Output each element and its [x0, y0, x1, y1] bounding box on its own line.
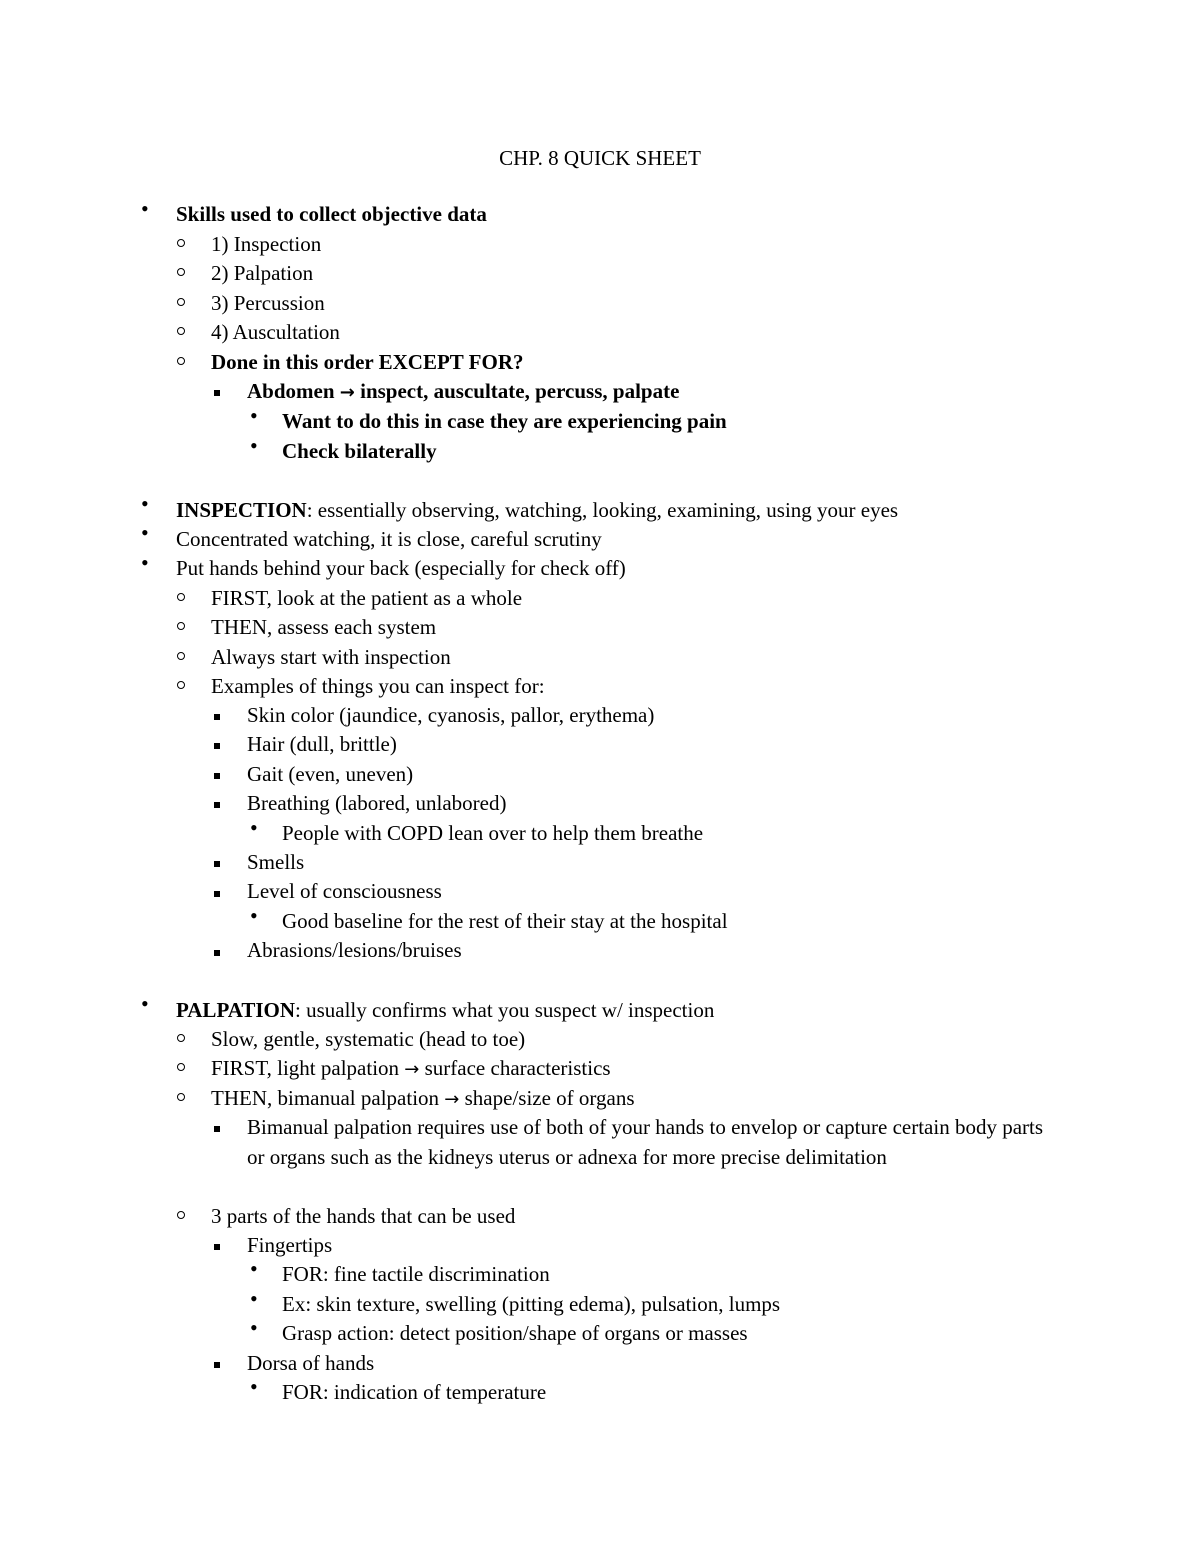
- list-item: Done in this order EXCEPT FOR?: [211, 350, 524, 374]
- list-item: Abrasions/lesions/bruises: [247, 938, 462, 962]
- list-item: FOR: fine tactile discrimination: [282, 1262, 550, 1286]
- bullet-square: [214, 802, 220, 808]
- list-item: THEN, assess each system: [211, 615, 437, 639]
- bullet-square: [214, 950, 220, 956]
- list-item: Want to do this in case they are experiencing pain: [282, 409, 727, 433]
- abdomen-order: inspect, auscultate, percuss, palpate: [360, 379, 680, 403]
- abdomen-label: Abdomen: [247, 379, 335, 403]
- bullet-square: [214, 891, 220, 897]
- bullet-disc: •: [250, 1256, 258, 1281]
- bullet-circle: [177, 1211, 185, 1219]
- list-item: Examples of things you can inspect for:: [211, 674, 545, 698]
- bullet-circle: [177, 327, 185, 335]
- arrow-icon: →: [404, 1059, 420, 1080]
- bullet-disc: •: [250, 403, 258, 428]
- list-item: FIRST, look at the patient as a whole: [211, 586, 523, 610]
- bullet-square: [214, 390, 220, 396]
- bullet-disc: •: [250, 815, 258, 840]
- arrow-icon: →: [339, 382, 355, 403]
- list-item: Concentrated watching, it is close, careful scrutiny: [176, 527, 602, 551]
- list-item: Gait (even, uneven): [247, 762, 414, 786]
- list-item: FOR: indication of temperature: [282, 1380, 547, 1404]
- section-inspection: [176, 496, 898, 526]
- list-item: 3) Percussion: [211, 291, 325, 315]
- list-item: Good baseline for the rest of their stay at the hospital: [282, 909, 728, 933]
- list-item: Put hands behind your back (especially for check off): [176, 556, 626, 580]
- list-item: 4) Auscultation: [211, 320, 340, 344]
- list-item: Grasp action: detect position/shape of organs or masses: [282, 1321, 748, 1345]
- inspection-definition: : essentially observing, watching, looking, examining, using your eyes: [306, 498, 899, 522]
- bullet-disc: •: [141, 196, 149, 221]
- list-item: 2) Palpation: [211, 261, 314, 285]
- list-item: People with COPD lean over to help them breathe: [282, 821, 704, 845]
- bullet-square: [214, 743, 220, 749]
- list-item: Dorsa of hands: [247, 1351, 375, 1375]
- list-item: Hair (dull, brittle): [247, 732, 397, 756]
- list-item: Check bilaterally: [282, 439, 437, 463]
- bullet-square: [214, 1244, 220, 1250]
- bullet-disc: •: [141, 550, 149, 575]
- bullet-disc: •: [141, 520, 149, 545]
- list-item: [211, 1084, 635, 1115]
- bullet-circle: [177, 1093, 185, 1101]
- section-palpation: [176, 996, 714, 1026]
- bullet-disc: •: [141, 491, 149, 516]
- palpation-label: PALPATION: [176, 998, 295, 1022]
- bimanual-palpation-result: shape/size of organs: [464, 1086, 635, 1110]
- arrow-icon: →: [444, 1089, 460, 1110]
- bullet-disc: •: [250, 903, 258, 928]
- bullet-square: [214, 773, 220, 779]
- bullet-circle: [177, 652, 185, 660]
- page-title: CHP. 8 QUICK SHEET: [499, 146, 701, 170]
- bullet-square: [214, 861, 220, 867]
- bullet-square: [214, 714, 220, 720]
- section-heading-skills: Skills used to collect objective data: [176, 202, 487, 226]
- bullet-disc: •: [141, 991, 149, 1016]
- bullet-square: [214, 1126, 220, 1132]
- list-item: Ex: skin texture, swelling (pitting edema), pulsation, lumps: [282, 1292, 781, 1316]
- bimanual-palpation: THEN, bimanual palpation: [211, 1086, 440, 1110]
- bullet-disc: •: [250, 433, 258, 458]
- list-item: 3 parts of the hands that can be used: [211, 1204, 516, 1228]
- bullet-square: [214, 1362, 220, 1368]
- bullet-circle: [177, 622, 185, 630]
- list-item: Slow, gentle, systematic (head to toe): [211, 1027, 526, 1051]
- list-item: Bimanual palpation requires use of both of your hands to envelop or capture certain body parts or organs such as the kidneys uterus or adnexa for more precise delimitation: [247, 1115, 1044, 1169]
- list-item: [247, 377, 679, 408]
- list-item: Always start with inspection: [211, 645, 451, 669]
- bullet-circle: [177, 357, 185, 365]
- inspection-label: INSPECTION: [176, 498, 307, 522]
- list-item: Fingertips: [247, 1233, 333, 1257]
- list-item: Skin color (jaundice, cyanosis, pallor, erythema): [247, 703, 655, 727]
- list-item: [211, 1054, 611, 1085]
- bullet-disc: •: [250, 1286, 258, 1311]
- bullet-disc: •: [250, 1315, 258, 1340]
- bullet-circle: [177, 268, 185, 276]
- list-item: Level of consciousness: [247, 879, 442, 903]
- bullet-circle: [177, 239, 185, 247]
- list-item: Breathing (labored, unlabored): [247, 791, 507, 815]
- light-palpation-result: surface characteristics: [424, 1056, 611, 1080]
- bullet-circle: [177, 593, 185, 601]
- light-palpation: FIRST, light palpation: [211, 1056, 400, 1080]
- list-item: Smells: [247, 850, 305, 874]
- bullet-disc: •: [250, 1374, 258, 1399]
- bullet-circle: [177, 1063, 185, 1071]
- palpation-definition: : usually confirms what you suspect w/ inspection: [295, 998, 715, 1022]
- bullet-circle: [177, 298, 185, 306]
- list-item: 1) Inspection: [211, 232, 322, 256]
- bullet-circle: [177, 1034, 185, 1042]
- bullet-circle: [177, 681, 185, 689]
